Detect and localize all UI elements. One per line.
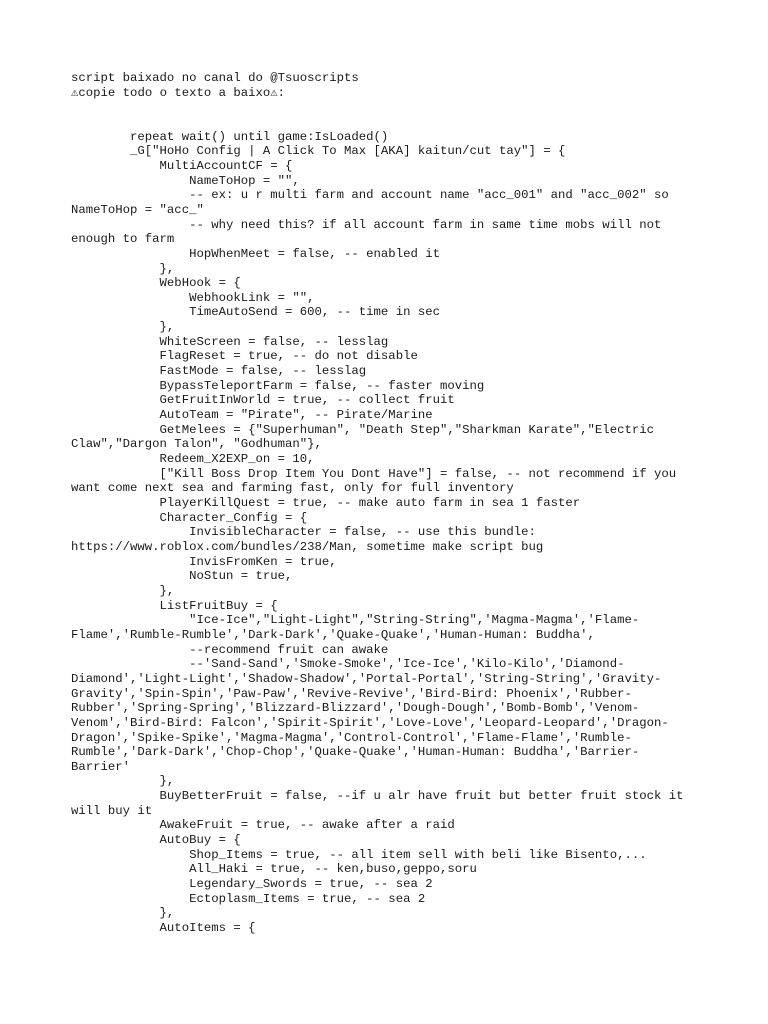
- code-line: FlagReset = true, -- do not disable: [71, 349, 418, 364]
- code-line: repeat wait() until game:IsLoaded(): [71, 129, 389, 144]
- code-line: FastMode = false, -- lesslag: [71, 364, 367, 379]
- code-line: -- why need this? if all account farm in same time mobs will not: [71, 217, 662, 232]
- code-line: "Ice-Ice","Light-Light","String-String",'Magma-Magma','Flame-: [71, 613, 640, 628]
- code-line: },: [71, 774, 175, 789]
- code-line: NoStun = true,: [71, 569, 293, 584]
- code-line: TimeAutoSend = 600, -- time in sec: [71, 305, 440, 320]
- code-line: Dragon','Spike-Spike','Magma-Magma','Control-Control','Flame-Flame','Rumble-: [71, 730, 632, 745]
- code-line: --'Sand-Sand','Smoke-Smoke','Ice-Ice','Kilo-Kilo','Diamond-: [71, 657, 625, 672]
- code-line: AutoItems = {: [71, 921, 256, 936]
- code-line: Redeem_X2EXP_on = 10,: [71, 452, 315, 467]
- code-line: [71, 100, 721, 115]
- code-line: will buy it: [71, 803, 153, 818]
- code-line: ["Kill Boss Drop Item You Dont Have"] = false, -- not recommend if you: [71, 466, 677, 481]
- code-line: InvisibleCharacter = false, -- use this bundle:: [71, 525, 536, 540]
- code-line: Character_Config = {: [71, 510, 308, 525]
- code-line: [71, 115, 721, 130]
- code-line: Flame','Rumble-Rumble','Dark-Dark','Quake-Quake','Human-Human: Buddha',: [71, 627, 595, 642]
- code-line: --recommend fruit can awake: [71, 642, 389, 657]
- code-line: Diamond','Light-Light','Shadow-Shadow','Portal-Portal','String-String','Gravity-: [71, 671, 662, 686]
- code-line: },: [71, 320, 175, 335]
- code-line: Ectoplasm_Items = true, -- sea 2: [71, 891, 426, 906]
- code-line: InvisFromKen = true,: [71, 554, 337, 569]
- code-line: enough to farm: [71, 232, 175, 247]
- code-line: NameToHop = "acc_": [71, 202, 204, 217]
- code-line: MultiAccountCF = {: [71, 158, 293, 173]
- code-line: AwakeFruit = true, -- awake after a raid: [71, 818, 455, 833]
- code-line: PlayerKillQuest = true, -- make auto farm in sea 1 faster: [71, 496, 581, 510]
- code-line: Legendary_Swords = true, -- sea 2: [71, 877, 433, 892]
- code-line: GetFruitInWorld = true, -- collect fruit: [71, 393, 455, 408]
- code-line: ListFruitBuy = {: [71, 598, 278, 613]
- code-line: Venom','Bird-Bird: Falcon','Spirit-Spirit','Love-Love','Leopard-Leopard','Dragon-: [71, 715, 669, 730]
- code-line: GetMelees = {"Superhuman", "Death Step","Sharkman Karate","Electric: [71, 422, 654, 437]
- code-line: AutoBuy = {: [71, 833, 241, 848]
- code-line: },: [71, 583, 175, 598]
- code-line: },: [71, 906, 175, 921]
- code-line: Gravity','Spin-Spin','Paw-Paw','Revive-Revive','Bird-Bird: Phoenix','Rubber-: [71, 686, 632, 701]
- code-line: -- ex: u r multi farm and account name "acc_001" and "acc_002" so: [71, 188, 669, 203]
- code-line: WebHook = {: [71, 276, 241, 291]
- code-line: AutoTeam = "Pirate", -- Pirate/Marine: [71, 408, 433, 423]
- code-line: Claw","Dargon Talon", "Godhuman"},: [71, 437, 322, 452]
- code-line: All_Haki = true, -- ken,buso,geppo,soru: [71, 862, 477, 877]
- code-line: want come next sea and farming fast, only for full inventory: [71, 481, 514, 496]
- code-line: WhiteScreen = false, -- lesslag: [71, 334, 389, 349]
- code-line: NameToHop = "",: [71, 173, 300, 188]
- code-line: Barrier': [71, 759, 131, 774]
- code-line: https://www.roblox.com/bundles/238/Man, sometime make script bug: [71, 539, 544, 554]
- copy-instruction-line: ⚠copie todo o texto a baixo⚠:: [71, 85, 286, 100]
- code-line: },: [71, 261, 175, 276]
- code-line: _G["HoHo Config | A Click To Max [AKA] kaitun/cut tay"] = {: [71, 144, 566, 159]
- code-line: Rubber','Spring-Spring','Blizzard-Blizzard','Dough-Dough','Bomb-Bomb','Venom-: [71, 701, 640, 716]
- code-line: Rumble','Dark-Dark','Chop-Chop','Quake-Quake','Human-Human: Buddha','Barrier-: [71, 745, 640, 760]
- code-line: BuyBetterFruit = false, --if u alr have fruit but better fruit stock it: [71, 789, 684, 804]
- code-line: BypassTeleportFarm = false, -- faster moving: [71, 378, 485, 393]
- header-credit-line: script baixado no canal do @Tsuoscripts: [71, 71, 359, 85]
- code-line: HopWhenMeet = false, -- enabled it: [71, 246, 440, 261]
- code-line: Shop_Items = true, -- all item sell with beli like Bisento,...: [71, 847, 647, 862]
- code-line: WebhookLink = "",: [71, 290, 315, 305]
- document-text: [71, 71, 721, 936]
